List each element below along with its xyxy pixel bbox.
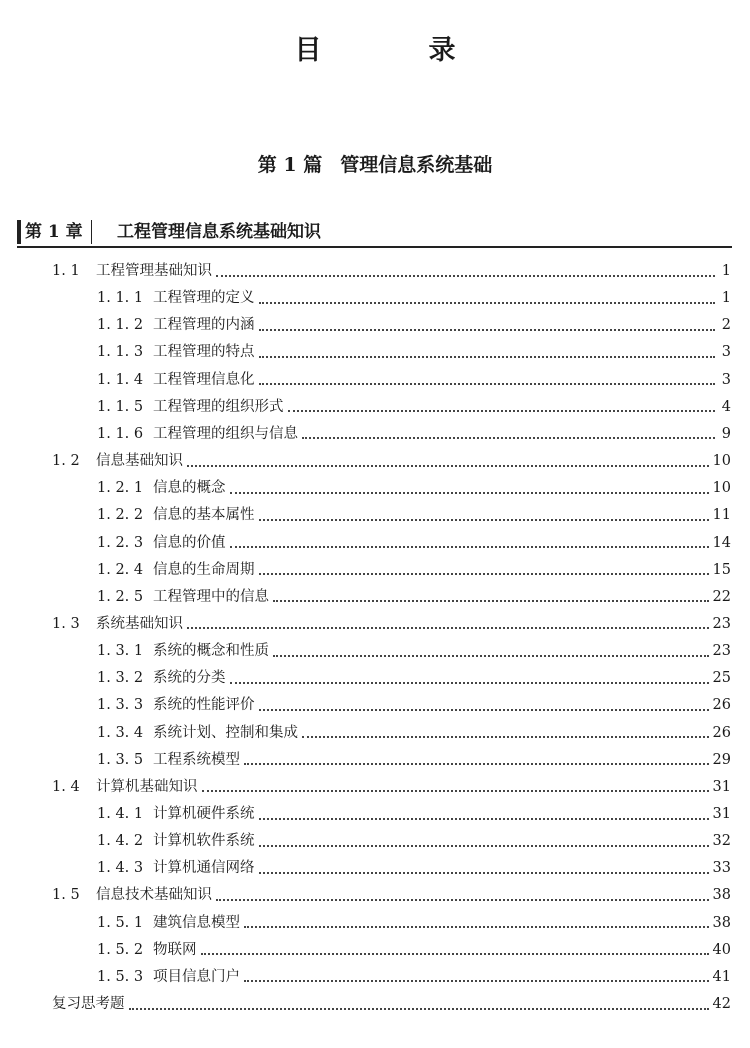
toc-entry-title: 系统计划、控制和集成 — [153, 724, 298, 741]
toc-subsection-row[interactable] — [97, 313, 731, 337]
toc-page-number: 2 — [721, 317, 731, 334]
toc-entry-number: 1. 1. 6 — [97, 425, 144, 442]
toc-entry-number: 1. 4. 1 — [97, 806, 144, 822]
toc-subsection-row[interactable] — [97, 531, 731, 555]
toc-entry-number: 1. 2. 5 — [97, 588, 144, 605]
toc-section-row[interactable] — [52, 883, 731, 907]
toc-section-row[interactable] — [52, 775, 731, 799]
toc-entry-title: 信息的价值 — [153, 534, 226, 551]
toc-entry-number: 1. 2. 1 — [97, 480, 144, 497]
toc-entry-number: 1. 4 — [52, 778, 80, 795]
dot-leader — [230, 533, 709, 548]
toc-page-number: 23 — [712, 615, 731, 632]
toc-page-number: 1 — [721, 263, 731, 279]
dot-leader — [129, 995, 709, 1010]
toc-entry-number: 1. 1. 1 — [97, 290, 144, 307]
toc-entry-number: 1. 3. 4 — [97, 724, 144, 741]
toc-subsection-row[interactable] — [97, 422, 731, 446]
toc-entry-number: 1. 3. 1 — [97, 643, 144, 660]
dot-leader — [259, 560, 709, 575]
toc-entry-title: 复习思考题 — [52, 996, 125, 1013]
toc-entry-number: 1. 3. 3 — [97, 697, 144, 714]
dot-leader — [201, 940, 709, 955]
toc-entry-title: 工程管理的内涵 — [153, 317, 255, 334]
toc-subsection-row[interactable] — [97, 585, 731, 609]
toc-review-row[interactable] — [52, 992, 731, 1016]
toc-entry-number: 1. 1. 3 — [97, 344, 144, 361]
toc-entry-number: 1. 3 — [52, 615, 80, 632]
dot-leader — [202, 777, 709, 792]
dot-leader — [259, 832, 709, 847]
part-title: 管理信息系统基础 — [340, 154, 493, 176]
toc-subsection-row[interactable] — [97, 802, 731, 826]
toc-page-number: 1 — [721, 290, 731, 307]
dot-leader — [259, 370, 716, 385]
part-number: 第 1 篇 — [257, 154, 323, 176]
toc-page-number: 9 — [721, 425, 731, 442]
toc-page-number: 4 — [721, 398, 731, 415]
toc-page-number: 33 — [712, 860, 731, 877]
dot-leader — [230, 669, 709, 684]
toc-entry-title: 信息基础知识 — [96, 453, 183, 470]
toc-page-number: 14 — [712, 534, 731, 551]
toc-entry-number: 1. 1 — [52, 263, 80, 279]
dot-leader — [259, 289, 716, 304]
toc-entry-number: 1. 2. 2 — [97, 507, 144, 524]
toc-subsection-row[interactable] — [97, 476, 731, 500]
toc-subsection-row[interactable] — [97, 721, 731, 745]
toc-page-number: 31 — [712, 778, 731, 795]
dot-leader — [244, 750, 709, 765]
toc-entry-number: 1. 1. 4 — [97, 371, 144, 388]
toc-entry-title: 工程管理的定义 — [153, 290, 255, 307]
toc-page-number: 32 — [712, 833, 731, 850]
toc-entry-number: 1. 5. 3 — [97, 968, 144, 985]
toc-subsection-row[interactable] — [97, 368, 731, 392]
toc-subsection-row[interactable] — [97, 340, 731, 364]
dot-leader — [244, 967, 709, 982]
dot-leader — [187, 614, 709, 629]
toc-subsection-row[interactable] — [97, 503, 731, 527]
toc-subsection-row[interactable] — [97, 938, 731, 962]
toc-page-number: 3 — [721, 344, 731, 361]
toc-entry-title: 信息技术基础知识 — [96, 887, 212, 904]
toc-subsection-row[interactable] — [97, 666, 731, 690]
dot-leader — [302, 424, 715, 439]
toc-entry-title: 系统的性能评价 — [153, 697, 255, 714]
toc-entry-title: 工程管理的特点 — [153, 344, 255, 361]
toc-entry-title: 工程系统模型 — [153, 751, 240, 768]
toc-subsection-row[interactable] — [97, 639, 731, 663]
dot-leader — [273, 587, 709, 602]
dot-leader — [259, 859, 709, 874]
toc-entry-title: 系统的概念和性质 — [153, 643, 269, 660]
toc-subsection-row[interactable] — [97, 911, 731, 935]
toc-entry-title: 计算机通信网络 — [153, 860, 255, 877]
dot-leader — [288, 397, 716, 412]
toc-page-number: 10 — [712, 480, 731, 497]
dot-leader — [259, 696, 709, 711]
toc-page-number: 40 — [712, 941, 731, 958]
toc-page-number: 41 — [712, 968, 731, 985]
toc-entry-title: 计算机基础知识 — [96, 778, 198, 795]
toc-page-number: 11 — [712, 507, 731, 524]
toc-page-number: 22 — [712, 588, 731, 605]
toc-entry-title: 物联网 — [153, 941, 197, 958]
dot-leader — [216, 886, 709, 901]
toc-entry-title: 信息的基本属性 — [153, 507, 255, 524]
toc-section-row[interactable] — [52, 259, 731, 283]
toc-subsection-row[interactable] — [97, 395, 731, 419]
toc-section-row[interactable] — [52, 449, 731, 473]
toc-entry-title: 系统的分类 — [153, 670, 226, 687]
toc-entry-title: 信息的生命周期 — [153, 561, 255, 578]
toc-entry-number: 1. 2. 3 — [97, 534, 144, 551]
toc-entry-number: 1. 5. 2 — [97, 941, 144, 958]
toc-page-number: 38 — [712, 914, 731, 931]
toc-page-number: 29 — [712, 751, 731, 768]
toc-subsection-row[interactable] — [97, 965, 731, 989]
toc-entry-number: 1. 5 — [52, 887, 80, 904]
page-title: 目 录 — [294, 35, 496, 66]
toc-page-number: 10 — [712, 453, 731, 470]
toc-page-number: 26 — [712, 697, 731, 714]
toc-entry-title: 建筑信息模型 — [153, 914, 240, 931]
toc-entry-title: 计算机硬件系统 — [153, 806, 255, 822]
toc-entry-number: 1. 1. 5 — [97, 398, 144, 415]
dot-leader — [273, 642, 709, 657]
toc-subsection-row[interactable] — [97, 748, 731, 772]
dot-leader — [216, 262, 715, 277]
dot-leader — [187, 452, 709, 467]
toc-subsection-row[interactable] — [97, 558, 731, 582]
toc-subsection-row[interactable] — [97, 693, 731, 717]
toc-entry-title: 工程管理中的信息 — [153, 588, 269, 605]
dot-leader — [259, 805, 709, 820]
toc-page-number: 26 — [712, 724, 731, 741]
dot-leader — [259, 506, 709, 521]
chapter-title: 工程管理信息系统基础知识 — [117, 222, 321, 242]
toc-page-number: 15 — [712, 561, 731, 578]
toc-entry-number: 1. 1. 2 — [97, 317, 144, 334]
toc-entry-number: 1. 4. 3 — [97, 860, 144, 877]
toc-subsection-row[interactable] — [97, 856, 731, 880]
toc-entry-title: 工程管理的组织与信息 — [153, 425, 298, 442]
toc-page-number: 25 — [712, 670, 731, 687]
toc-entry-number: 1. 2 — [52, 453, 80, 470]
dot-leader — [244, 913, 709, 928]
toc-entry-number: 1. 2. 4 — [97, 561, 144, 578]
toc-section-row[interactable] — [52, 612, 731, 636]
toc-entry-number: 1. 4. 2 — [97, 833, 144, 850]
dot-leader — [259, 316, 716, 331]
toc-subsection-row[interactable] — [97, 829, 731, 853]
dot-leader — [230, 479, 709, 494]
toc-page-number: 23 — [712, 643, 731, 660]
toc-entry-title: 系统基础知识 — [96, 615, 183, 632]
toc-entry-number: 1. 3. 2 — [97, 670, 144, 687]
toc-entry-title: 项目信息门户 — [153, 968, 240, 985]
toc-entry-number: 1. 5. 1 — [97, 914, 144, 931]
chapter-heading — [17, 220, 732, 248]
toc-page-number: 31 — [712, 806, 731, 822]
toc-entry-title: 工程管理信息化 — [153, 371, 255, 388]
chapter-number: 第 1 章 — [17, 220, 92, 244]
toc-entry-title: 计算机软件系统 — [153, 833, 255, 850]
toc-entry-title: 工程管理的组织形式 — [153, 398, 284, 415]
toc-page-number: 38 — [712, 887, 731, 904]
dot-leader — [259, 343, 716, 358]
toc-entry-number: 1. 3. 5 — [97, 751, 144, 768]
toc-page-number: 3 — [721, 371, 731, 388]
part-heading — [0, 150, 750, 177]
toc-entry-title: 信息的概念 — [153, 480, 226, 497]
toc-entry-title: 工程管理基础知识 — [96, 263, 212, 279]
dot-leader — [302, 723, 709, 738]
toc-page-number: 42 — [712, 996, 731, 1013]
toc-subsection-row[interactable] — [97, 286, 731, 310]
